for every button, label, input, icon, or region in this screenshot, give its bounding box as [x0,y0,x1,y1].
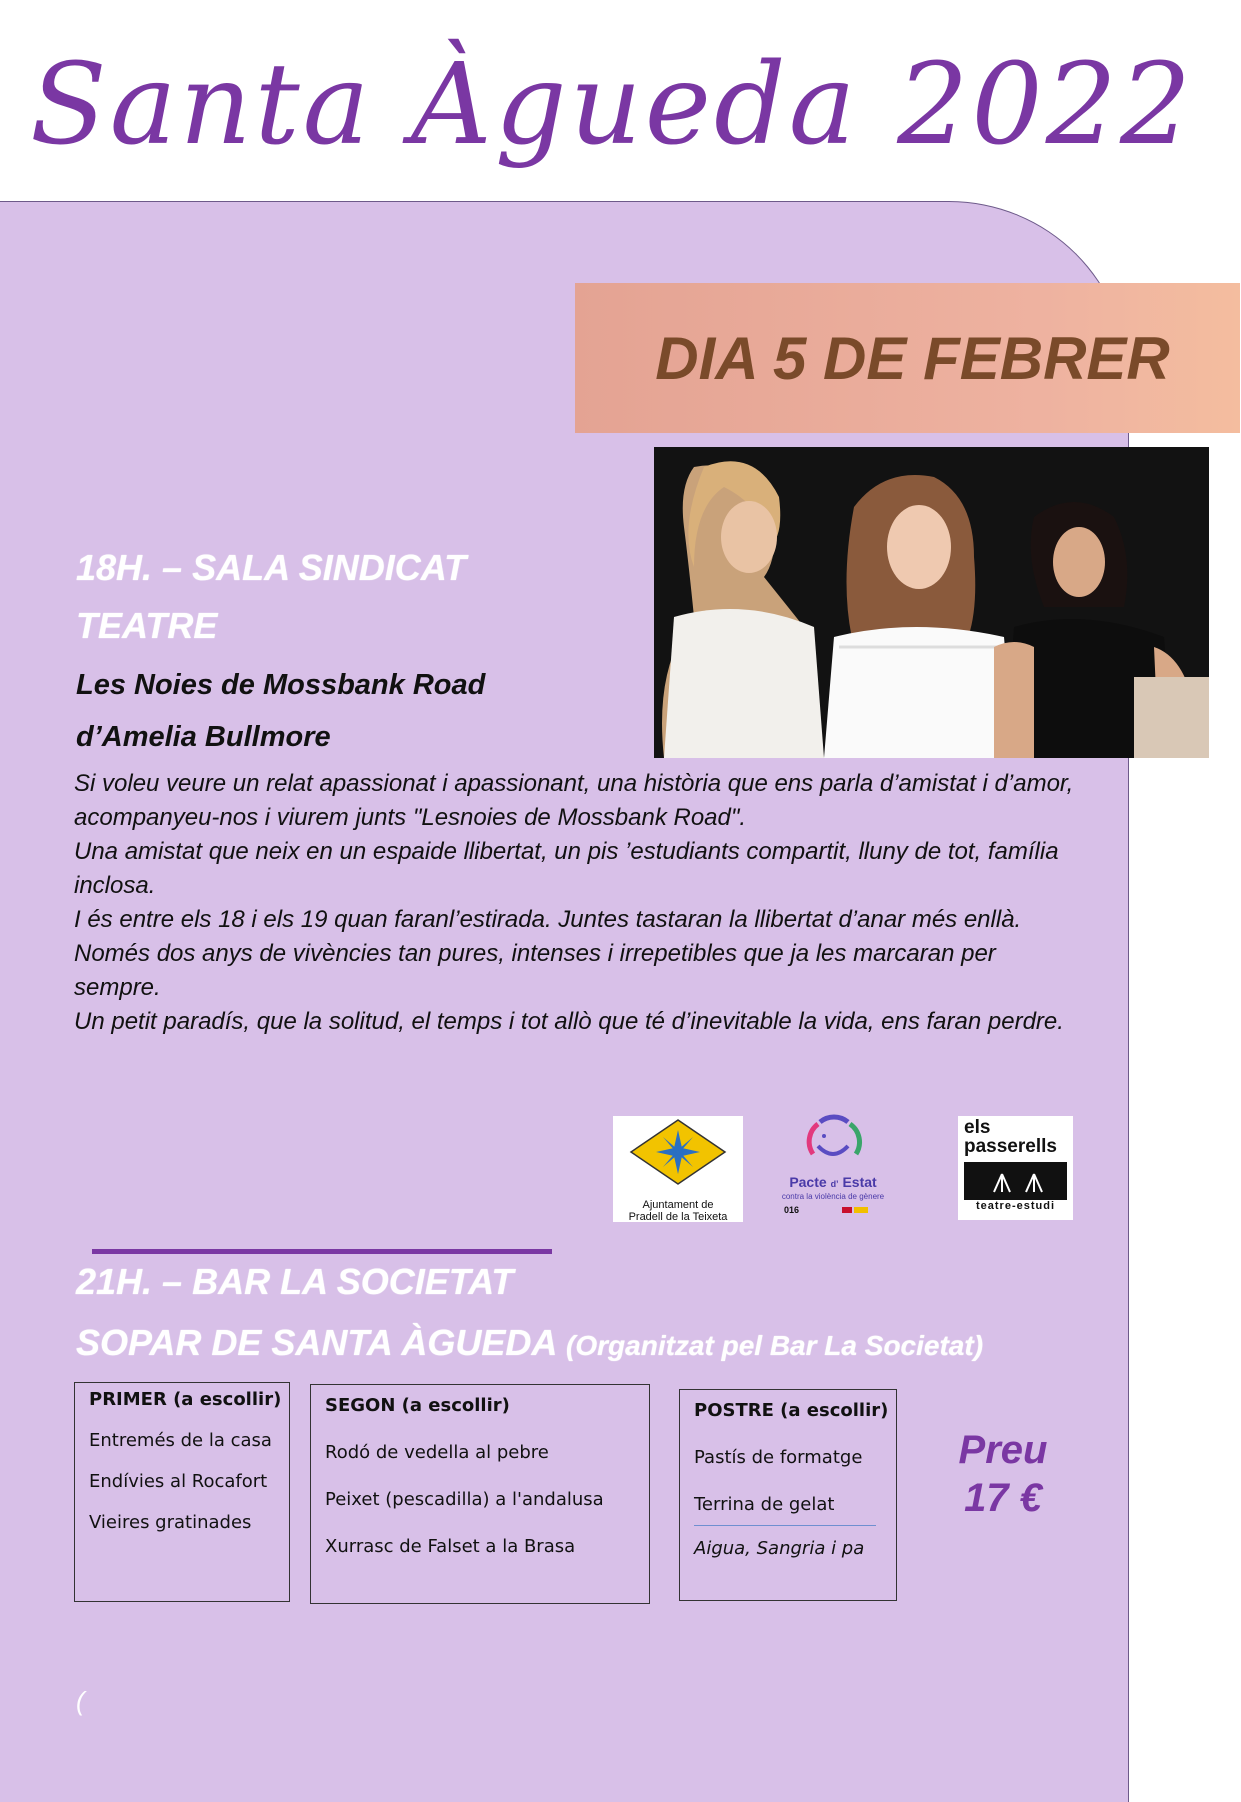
pacte-estat-logo [768,1114,898,1220]
menu-item: Endívies al Rocafort [89,1471,268,1492]
flag-icon [854,1207,868,1213]
play-title: Les Noies de Mossbank Road [76,669,486,701]
description-paragraph: Si voleu veure un relat apassionat i apassionant, una història que ens parla d’amistat i d’amor, acompanyeu-nos i viurem junts "Lesnoies de Mossbank Road". [74,770,1074,831]
menu-primer-header: PRIMER (a escollir) [89,1389,282,1410]
passerells-line1: els [964,1117,991,1138]
price-label: Preu [958,1428,1048,1472]
description-paragraph: Un petit paradís, que la solitud, el temps i tot allò que té d’inevitable la vida, ens faran perdre. [74,1008,1064,1035]
event2-time-heading: 21H. – BAR LA SOCIETAT [76,1261,514,1302]
theatre-photo [654,447,1209,758]
dinner-organizer: (Organitzat pel Bar La Societat) [566,1330,984,1361]
description-paragraph: I és entre els 18 i els 19 quan faranl’estirada. Juntes tastaran la llibertat d’anar més enllà. [74,906,1022,933]
description-paragraph: Una amistat que neix en un espaide llibertat, un pis ’estudiants compartit, lluny de tot, família inclosa. [74,838,1059,899]
event1-time-heading: 18H. – SALA SINDICAT [76,547,467,588]
event1-type-heading: TEATRE [76,605,218,646]
price-value: 17 € [964,1476,1042,1520]
ajuntament-line1: Ajuntament de [642,1199,714,1211]
bird-tracks-icon [964,1162,1067,1200]
menu-divider [694,1525,876,1526]
pacte-phone: 016 [784,1205,800,1215]
coat-of-arms-icon [613,1116,743,1188]
menu-primer [74,1382,290,1602]
dinner-title: SOPAR DE SANTA ÀGUEDA [76,1322,557,1363]
pacte-line1: Pacte [789,1174,827,1190]
actresses-illustration [654,447,1209,758]
play-author: d’Amelia Bullmore [76,721,331,753]
pacte-line1b: Estat [842,1174,877,1190]
menu-item: Rodó de vedella al pebre [325,1442,549,1463]
event1-description [74,767,1084,1039]
menu-item: Vieires gratinades [89,1512,252,1533]
event2-dinner-heading [76,1322,983,1364]
menu-segon [310,1384,650,1604]
ajuntament-logo [613,1116,743,1222]
section-divider [92,1249,552,1254]
flag-icon [842,1207,852,1213]
pacte-smile-icon [768,1114,898,1170]
description-paragraph: Només dos anys de vivències tan pures, intenses i irrepetibles que ja les marcaran per sempre. [74,940,996,1001]
passerells-line2: passerells [964,1136,1057,1157]
footer-char: ( [76,1686,85,1716]
menu-item: Xurrasc de Falset a la Brasa [325,1536,576,1557]
pacte-line2: contra la violència de gènere [781,1192,885,1201]
menu-item: Terrina de gelat [694,1494,835,1515]
pacte-d: d’ [830,1179,839,1189]
menu-postre [679,1389,897,1601]
menu-postre-header: POSTRE (a escollir) [694,1400,889,1421]
menu-segon-header: SEGON (a escollir) [325,1395,510,1416]
passerells-logo [958,1116,1073,1220]
ajuntament-line2: Pradell de la Teixeta [628,1211,728,1223]
date-text: DIA 5 DE FEBRER [655,324,1170,392]
passerells-line3: teatre-estudi [975,1200,1056,1212]
date-banner [575,283,1240,433]
menu-item: Entremés de la casa [89,1430,272,1451]
menu-extra: Aigua, Sangria i pa [694,1538,865,1559]
menu-item: Peixet (pescadilla) a l'andalusa [325,1489,604,1510]
page-title: Santa Àgueda 2022 [30,40,1195,170]
menu-item: Pastís de formatge [694,1447,863,1468]
